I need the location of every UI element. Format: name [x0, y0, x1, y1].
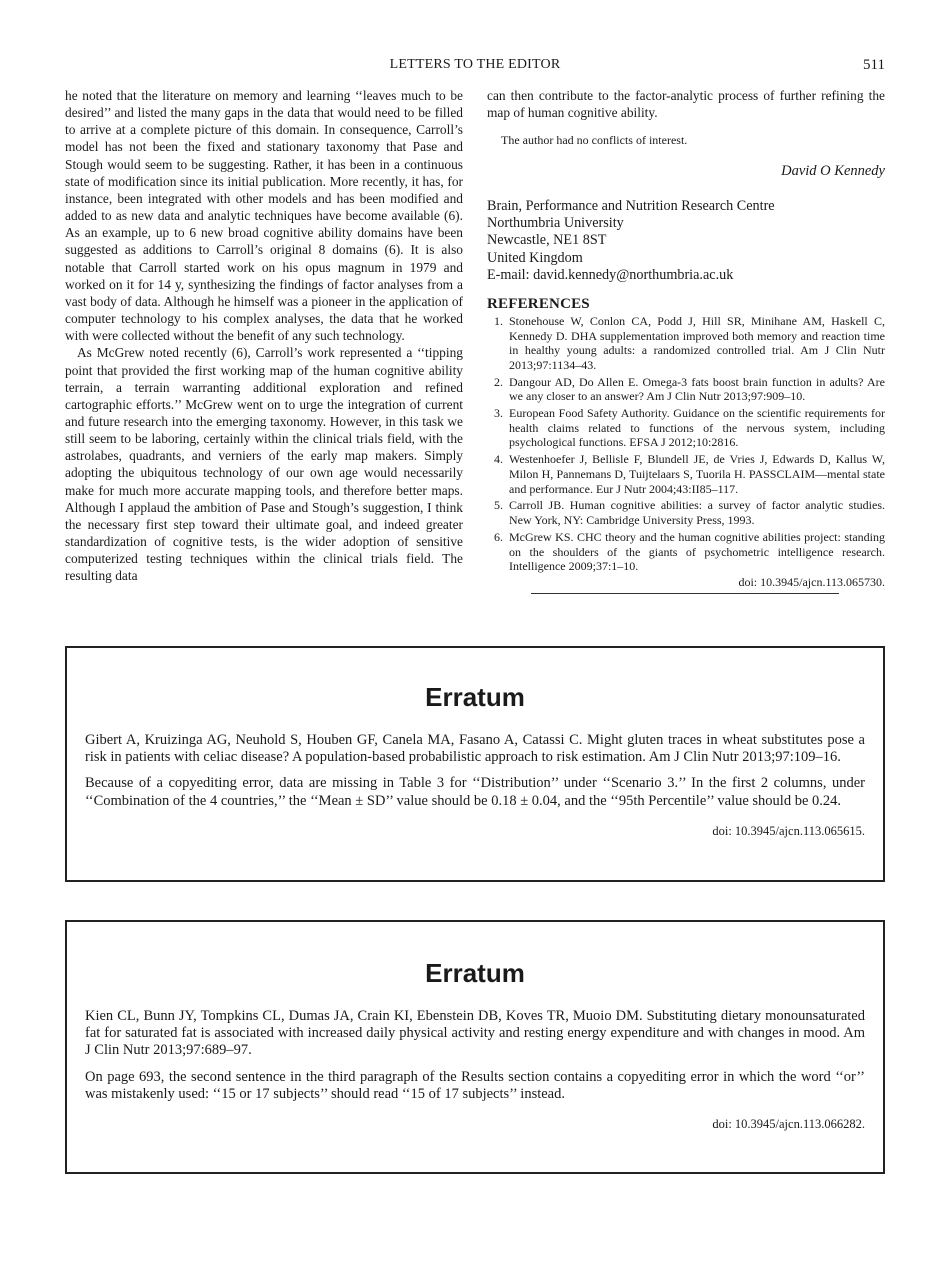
reference-text: Dangour AD, Do Allen E. Omega-3 fats boost brain function in adults? Are we any closer to an answer? Am J Clin Nutr 2013;97:909–10.	[509, 374, 885, 404]
reference-text: Stonehouse W, Conlon CA, Podd J, Hill SR, Minihane AM, Haskell C, Kennedy D. DHA supplementation improved both memory and reaction time in healthy young adults: a randomized controlled trial. Am J Clin Nutr 2013;97:1134–43.	[509, 314, 885, 372]
reference-text: European Food Safety Authority. Guidance on the scientific requirements for health claims related to functions of the nervous system, including psychological functions. EFSA J 2012;10:2816.	[509, 406, 885, 450]
erratum-title: Erratum	[425, 682, 525, 712]
erratum-box	[65, 920, 885, 1174]
erratum-citation: Kien CL, Bunn JY, Tompkins CL, Dumas JA, Crain KI, Ebenstein DB, Koves TR, Muoio DM. Substituting dietary monounsaturated fat for saturated fat is associated with increased daily physical activity and resting energy expenditure and with changes in mood. Am J Clin Nutr 2013;97:689–97.	[85, 1008, 865, 1059]
letter-paragraph: can then contribute to the factor-analytic process of further refining the map of human cognitive ability.	[487, 88, 885, 121]
reference-number: 1.	[494, 314, 503, 329]
author-signature: David O Kennedy	[781, 163, 885, 180]
erratum-doi: doi: 10.3945/ajcn.113.065615.	[712, 823, 865, 838]
affiliation-line: United Kingdom	[487, 249, 583, 266]
reference-number: 3.	[494, 406, 503, 421]
conflict-statement: The author had no conflicts of interest.	[501, 133, 688, 148]
erratum-doi: doi: 10.3945/ajcn.113.066282.	[712, 1117, 865, 1132]
reference-number: 6.	[494, 529, 503, 544]
letter-left-column	[65, 87, 463, 585]
affiliation-line: Newcastle, NE1 8ST	[487, 232, 607, 249]
letter-doi: doi: 10.3945/ajcn.113.065730.	[738, 574, 885, 589]
affiliation-line: Brain, Performance and Nutrition Research Centre	[487, 197, 775, 214]
letter-paragraph: he noted that the literature on memory and learning ‘‘leaves much to be desired’’ and listed the many gaps in the data that would need to be filled to arrive at a complete picture of this domain. In consequence, Carroll’s model has not been the fixed and stationary taxonomy that Pase and Stough would seem to be suggesting. Rather, it has been in a continuous state of modification since its initial publication. More recently, it has, for instance, been integrated with other models and has been modified and added to as new data and analytic techniques have become available (6). As an example, up to 6 new broad cognitive ability domains have been suggested as additions to Carroll’s original 8 domains (6). It is also notable that Carroll started work on his opus magnum in 1979 and worked on it for 14 y, synthesizing the findings of factor analyses from a vast body of data. Although he himself was a pioneer in the application of computer technology to his complex analyses, the data that he worked with were collected without the benefit of any such technology.	[65, 88, 463, 344]
page-number: 511	[863, 57, 885, 73]
reference-item	[487, 498, 885, 527]
reference-item	[487, 375, 885, 404]
reference-number: 5.	[494, 498, 503, 513]
reference-item	[487, 452, 885, 496]
reference-text: Carroll JB. Human cognitive abilities: a survey of factor analytic studies. New York, NY: Cambridge University Press, 1993.	[509, 498, 885, 528]
erratum-correction: On page 693, the second sentence in the third paragraph of the Results section contains a copyediting error in which the word ‘‘or’’ was mistakenly used: ‘‘15 or 17 subjects’’ should read ‘‘15 of 17 subjects’’ instead.	[85, 1068, 865, 1102]
running-head: LETTERS TO THE EDITOR	[389, 57, 561, 72]
erratum-box	[65, 646, 885, 882]
erratum-citation: Gibert A, Kruizinga AG, Neuhold S, Houben GF, Canela MA, Fasano A, Catassi C. Might gluten traces in wheat substitutes pose a risk in patients with celiac disease? A population-based probabilistic approach to risk estimation. Am J Clin Nutr 2013;97:109–16.	[85, 732, 865, 766]
letter-paragraph: As McGrew noted recently (6), Carroll’s work represented a ‘‘tipping point that provided the first working map of the human cognitive ability terrain, a terrain warranting additional exploration and refined cartographic efforts.’’ McGrew went on to urge the integration of current and future research into the emerging taxonomy. However, in this task we still seem to be laboring, certainly within the clinical trials field, with the astrolabes, quadrants, and verniers of the early map makers. Simply adopting the ubiquitous technology of our own age would necessarily make for much more accurate mapping tools, and therefore better maps. Although I applaud the ambition of Pase and Stough’s suggestion, I think the necessary first step toward their ultimate goal, and indeed greater standardization of cognitive tests, is the wider adoption of sensitive computerized testing techniques within the clinical trials field. The resulting data	[65, 345, 463, 584]
reference-text: McGrew KS. CHC theory and the human cognitive abilities project: standing on the shoulders of the giants of psychometric intelligence research. Intelligence 2009;37:1–10.	[509, 529, 885, 574]
reference-item	[487, 406, 885, 450]
affiliation-line: Northumbria University	[487, 214, 624, 231]
erratum-correction: Because of a copyediting error, data are missing in Table 3 for ‘‘Distribution’’ under ‘‘Scenario 3.’’ In the first 2 columns, under ‘‘Combination of the 4 countries,’’ the ‘‘Mean ± SD’’ value should be 0.18 ± 0.04, and the ‘‘95th Percentile’’ value should be 0.24.	[85, 775, 865, 809]
section-divider	[531, 593, 839, 594]
author-email: E-mail: david.kennedy@northumbria.ac.uk	[487, 266, 734, 283]
reference-number: 4.	[494, 452, 503, 467]
reference-item	[487, 314, 885, 372]
reference-item	[487, 530, 885, 574]
page-header	[65, 57, 885, 77]
references-heading: REFERENCES	[487, 296, 590, 313]
author-affiliation	[487, 198, 885, 284]
reference-text: Westenhoefer J, Bellisle F, Blundell JE, de Vries J, Edwards D, Kallus W, Milon H, Pannemans D, Tuijtelaars S, Tuorila H. PASSCLAIM—mental state and performance. Eur J Nutr 2004;43:II85–117.	[509, 452, 885, 496]
erratum-title: Erratum	[425, 958, 525, 988]
reference-list	[487, 314, 885, 574]
letter-right-column	[487, 87, 885, 590]
reference-number: 2.	[494, 374, 503, 389]
